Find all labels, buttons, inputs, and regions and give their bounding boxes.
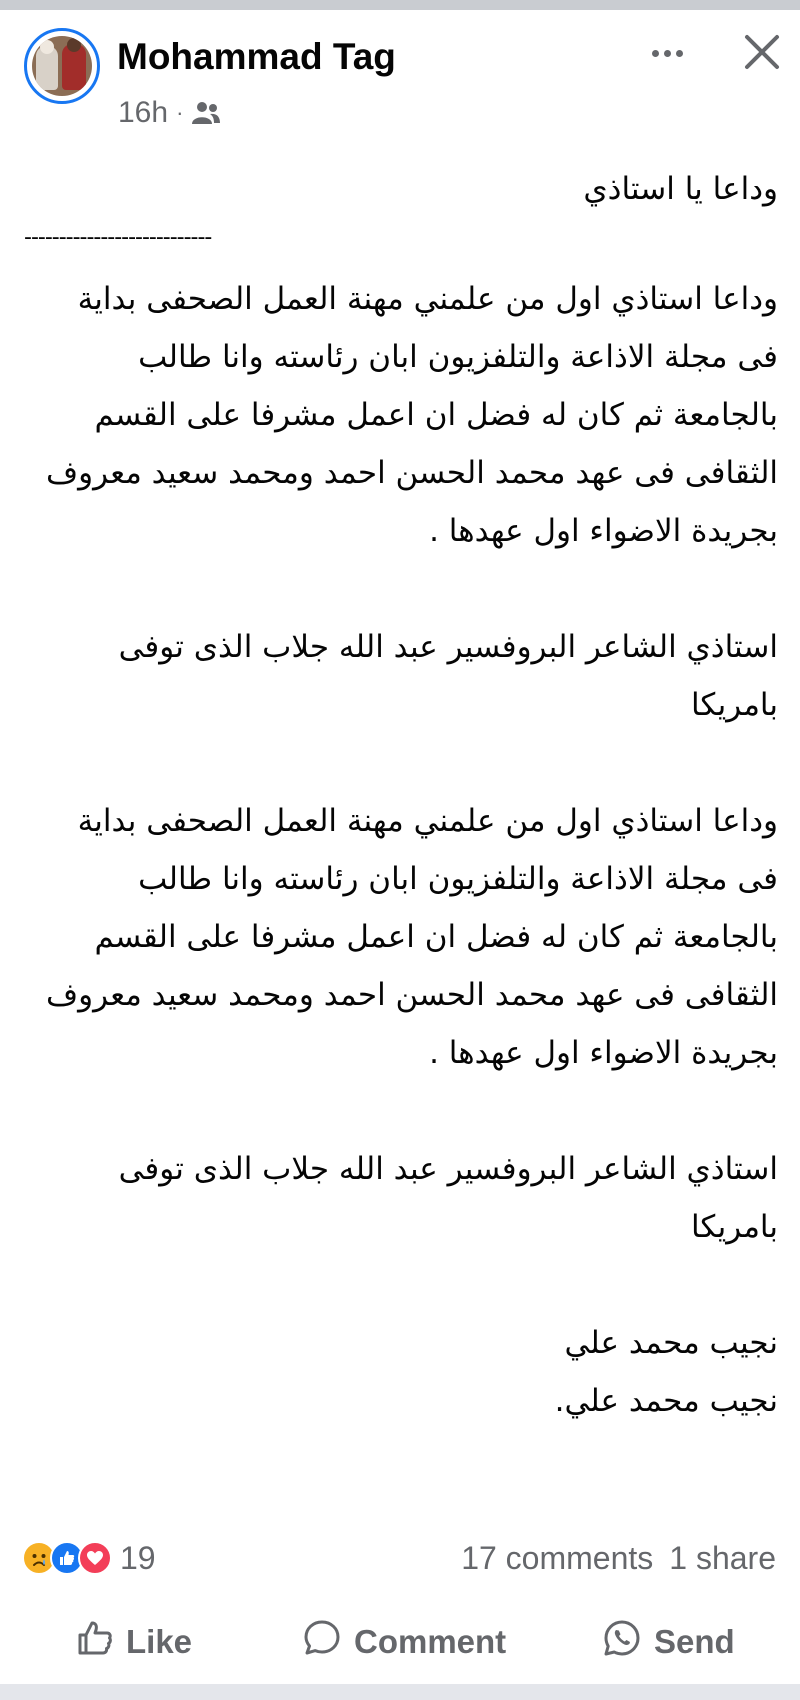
reaction-count: 19 bbox=[120, 1539, 156, 1576]
post-signature: نجيب محمد علي. bbox=[554, 1383, 778, 1419]
post-paragraph: استاذي الشاعر البروفسير عبد الله جلاب الذى توفى بامريكا bbox=[118, 1151, 778, 1245]
comments-count[interactable]: 17 comments bbox=[461, 1539, 654, 1576]
avatar[interactable] bbox=[24, 28, 100, 104]
post-paragraph: وداعا استاذي اول من علمني مهنة العمل الصحفى بداية فى مجلة الاذاعة والتلفزيون ابان رئاسته وانا طالب بالجامعة ثم كان له فضل ان اعمل مشرفا على القسم الثقافى فى عهد محمد الحسن احمد ومحمد سعيد معروف بجريدة الاضواء اول عهدها . bbox=[46, 803, 778, 1071]
comment-icon bbox=[302, 1618, 342, 1666]
post-timestamp[interactable]: 16h bbox=[118, 96, 169, 129]
like-button[interactable] bbox=[76, 1612, 192, 1672]
engagement-stats bbox=[461, 1538, 776, 1578]
dot-1 bbox=[652, 50, 659, 57]
thumbs-up-icon bbox=[76, 1619, 114, 1665]
like-label: Like bbox=[126, 1623, 193, 1660]
meta-separator: · bbox=[176, 100, 184, 125]
shares-count[interactable]: 1 share bbox=[669, 1539, 776, 1576]
blank-line bbox=[36, 734, 778, 792]
action-bar bbox=[0, 1612, 800, 1672]
send-button[interactable] bbox=[602, 1612, 735, 1672]
post-meta bbox=[118, 96, 221, 130]
blank-line bbox=[36, 1256, 778, 1314]
blank-line bbox=[36, 560, 778, 618]
post-signature: نجيب محمد علي bbox=[564, 1325, 778, 1361]
post-title: وداعا يا استاذي bbox=[583, 171, 778, 207]
post-paragraph: وداعا استاذي اول من علمني مهنة العمل الصحفى بداية فى مجلة الاذاعة والتلفزيون ابان رئاسته وانا طالب بالجامعة ثم كان له فضل ان اعمل مشرفا على القسم الثقافى فى عهد محمد الحسن احمد ومحمد سعيد معروف بجريدة الاضواء اول عهدها . bbox=[46, 281, 778, 549]
comment-label: Comment bbox=[354, 1623, 507, 1660]
friends-icon bbox=[191, 100, 221, 126]
close-icon[interactable] bbox=[742, 32, 782, 72]
bottom-strip bbox=[0, 1684, 800, 1700]
blank-line bbox=[36, 1082, 778, 1140]
author-name[interactable]: Mohammad Tag bbox=[117, 36, 396, 77]
comment-button[interactable] bbox=[302, 1612, 506, 1672]
reactions-summary[interactable] bbox=[22, 1538, 156, 1578]
more-options-button[interactable] bbox=[644, 40, 690, 66]
whatsapp-icon bbox=[602, 1618, 642, 1666]
love-reaction-icon bbox=[78, 1541, 112, 1575]
post-paragraph: استاذي الشاعر البروفسير عبد الله جلاب الذى توفى بامريكا bbox=[118, 629, 778, 723]
avatar-photo bbox=[32, 36, 92, 96]
post-text bbox=[24, 160, 778, 1430]
post-divider: --------------------------- bbox=[24, 225, 212, 250]
send-label: Send bbox=[654, 1623, 735, 1660]
dot-3 bbox=[676, 50, 683, 57]
post-header bbox=[0, 0, 800, 129]
dot-2 bbox=[664, 50, 671, 57]
